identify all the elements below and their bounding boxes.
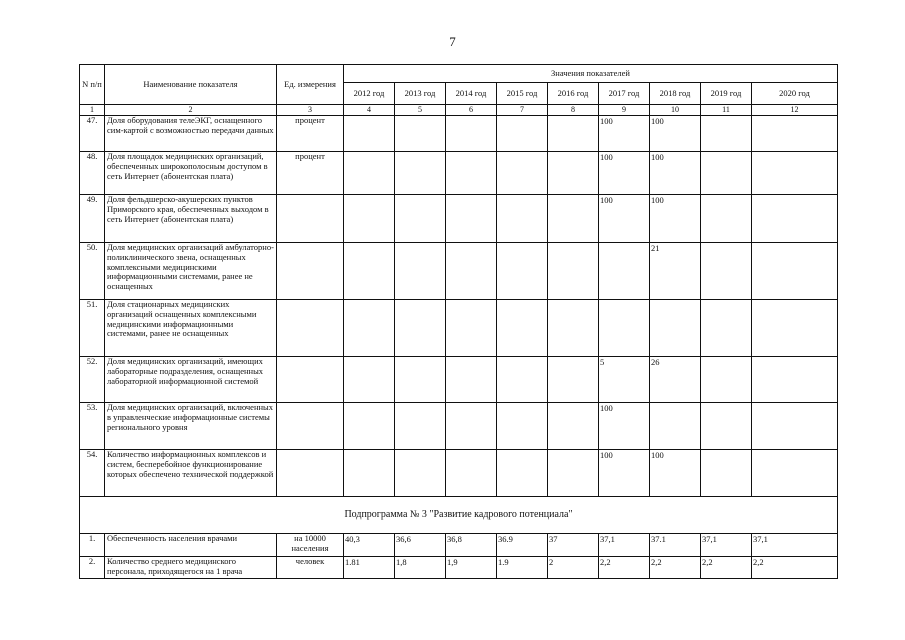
header-unit: Ед. измерения (277, 65, 344, 105)
value-cell (701, 195, 752, 243)
header-year: 2014 год (446, 83, 497, 105)
page-number: 7 (449, 34, 456, 49)
value-cell: 37.1 (650, 534, 701, 557)
value-cell (446, 450, 497, 497)
value-cell: 1.9 (497, 557, 548, 579)
value-cell: 37 (548, 534, 599, 557)
value-cell (548, 116, 599, 152)
unit-cell: на 10000 населения (277, 534, 344, 557)
value-cell: 100 (599, 116, 650, 152)
value-cell (497, 195, 548, 243)
indicators-table (79, 64, 838, 579)
value-cell (701, 450, 752, 497)
value-cell (752, 450, 838, 497)
table-row (80, 152, 838, 195)
value-cell (344, 195, 395, 243)
value-cell (548, 300, 599, 357)
value-cell: 100 (650, 152, 701, 195)
indicator-name: Доля фельдшерско-акушерских пунктов Приморского края, обеспеченных выходом в сеть Интернет (абонентская плата) (105, 195, 277, 243)
value-cell (497, 243, 548, 300)
unit-cell: процент (277, 152, 344, 195)
value-cell (344, 403, 395, 450)
value-cell (752, 243, 838, 300)
indicator-name: Количество среднего медицинского персонала, приходящегося на 1 врача (105, 557, 277, 579)
value-cell (548, 152, 599, 195)
value-cell (752, 195, 838, 243)
value-cell (344, 116, 395, 152)
column-index: 5 (395, 105, 446, 116)
value-cell: 100 (650, 116, 701, 152)
indicator-name: Количество информационных комплексов и систем, бесперебойное функционирование которых обеспечено технической поддержкой (105, 450, 277, 497)
value-cell (446, 152, 497, 195)
value-cell (446, 243, 497, 300)
value-cell (701, 403, 752, 450)
value-cell: 5 (599, 357, 650, 403)
value-cell: 36,6 (395, 534, 446, 557)
indicator-name: Доля медицинских организаций, имеющих лабораторные подразделения, оснащенных лабораторной информационной системой (105, 357, 277, 403)
value-cell: 100 (599, 195, 650, 243)
indicator-name: Доля медицинских организаций, включенных в управленческие информационные системы регионального уровня (105, 403, 277, 450)
value-cell (344, 357, 395, 403)
row-number: 47. (80, 116, 105, 152)
value-cell: 26 (650, 357, 701, 403)
value-cell (395, 195, 446, 243)
indicator-name: Доля площадок медицинских организаций, обеспеченных широкополосным доступом в сеть Интернет (абонентская плата) (105, 152, 277, 195)
column-index: 12 (752, 105, 838, 116)
value-cell (395, 450, 446, 497)
value-cell: 2,2 (650, 557, 701, 579)
value-cell: 37,1 (701, 534, 752, 557)
value-cell: 36.9 (497, 534, 548, 557)
unit-cell (277, 450, 344, 497)
value-cell (344, 152, 395, 195)
header-year: 2012 год (344, 83, 395, 105)
value-cell: 100 (599, 450, 650, 497)
row-number: 54. (80, 450, 105, 497)
row-number: 1. (80, 534, 105, 557)
value-cell: 2,2 (701, 557, 752, 579)
value-cell: 37,1 (752, 534, 838, 557)
value-cell (497, 300, 548, 357)
value-cell (701, 152, 752, 195)
value-cell (752, 152, 838, 195)
value-cell (446, 357, 497, 403)
column-index: 6 (446, 105, 497, 116)
table-row (80, 557, 838, 579)
unit-cell (277, 403, 344, 450)
unit-cell (277, 243, 344, 300)
header-name: Наименование показателя (105, 65, 277, 105)
value-cell: 37,1 (599, 534, 650, 557)
unit-cell: человек (277, 557, 344, 579)
value-cell (497, 152, 548, 195)
value-cell (446, 300, 497, 357)
subprogram-title: Подпрограмма № 3 "Развитие кадрового потенциала" (80, 497, 838, 534)
value-cell: 1,8 (395, 557, 446, 579)
header-year: 2019 год (701, 83, 752, 105)
value-cell (701, 243, 752, 300)
value-cell (395, 403, 446, 450)
value-cell (701, 357, 752, 403)
value-cell: 1,9 (446, 557, 497, 579)
value-cell (752, 357, 838, 403)
table-row (80, 450, 838, 497)
value-cell: 40,3 (344, 534, 395, 557)
header-year: 2015 год (497, 83, 548, 105)
value-cell (395, 152, 446, 195)
unit-cell (277, 195, 344, 243)
unit-cell (277, 300, 344, 357)
value-cell: 100 (599, 152, 650, 195)
header-num: N п/п (80, 65, 105, 105)
value-cell (752, 116, 838, 152)
column-index: 7 (497, 105, 548, 116)
column-index: 10 (650, 105, 701, 116)
unit-cell: процент (277, 116, 344, 152)
value-cell: 1.81 (344, 557, 395, 579)
value-cell (446, 195, 497, 243)
value-cell: 2 (548, 557, 599, 579)
row-number: 48. (80, 152, 105, 195)
value-cell (548, 243, 599, 300)
value-cell (548, 195, 599, 243)
table-row (80, 357, 838, 403)
value-cell (446, 116, 497, 152)
indicator-name: Доля медицинских организаций амбулаторно-поликлинического звена, оснащенных комплексными медицинскими информационными системами, ранее не оснащенных (105, 243, 277, 300)
value-cell: 2,2 (752, 557, 838, 579)
header-year: 2013 год (395, 83, 446, 105)
column-index: 9 (599, 105, 650, 116)
value-cell (344, 243, 395, 300)
value-cell (701, 116, 752, 152)
value-cell (446, 403, 497, 450)
column-index: 4 (344, 105, 395, 116)
column-index: 8 (548, 105, 599, 116)
value-cell (497, 450, 548, 497)
value-cell (548, 450, 599, 497)
value-cell (395, 300, 446, 357)
column-index: 3 (277, 105, 344, 116)
value-cell (599, 300, 650, 357)
value-cell: 2,2 (599, 557, 650, 579)
header-year: 2020 год (752, 83, 838, 105)
value-cell (701, 300, 752, 357)
value-cell: 36,8 (446, 534, 497, 557)
value-cell (650, 403, 701, 450)
value-cell (650, 300, 701, 357)
unit-cell (277, 357, 344, 403)
value-cell: 21 (650, 243, 701, 300)
indicator-name: Доля оборудования телеЭКГ, оснащенного сим-картой с возможностью передачи данных (105, 116, 277, 152)
header-year: 2018 год (650, 83, 701, 105)
value-cell (497, 116, 548, 152)
table-row (80, 243, 838, 300)
row-number: 53. (80, 403, 105, 450)
row-number: 52. (80, 357, 105, 403)
value-cell (599, 243, 650, 300)
indicator-name: Доля стационарных медицинских организаций оснащенных комплексными медицинскими информационными системами, ранее не оснащенных (105, 300, 277, 357)
header-year: 2017 год (599, 83, 650, 105)
column-index: 1 (80, 105, 105, 116)
row-number: 51. (80, 300, 105, 357)
table-row (80, 300, 838, 357)
table-row (80, 403, 838, 450)
value-cell (548, 357, 599, 403)
value-cell (752, 300, 838, 357)
table-row (80, 534, 838, 557)
header-values: Значения показателей (344, 65, 838, 83)
column-index: 11 (701, 105, 752, 116)
value-cell (395, 116, 446, 152)
row-number: 2. (80, 557, 105, 579)
value-cell (752, 403, 838, 450)
value-cell (497, 357, 548, 403)
indicator-name: Обеспеченность населения врачами (105, 534, 277, 557)
subprogram-row (80, 497, 838, 534)
value-cell (497, 403, 548, 450)
table-row (80, 195, 838, 243)
value-cell (395, 243, 446, 300)
value-cell: 100 (650, 195, 701, 243)
table-row (80, 116, 838, 152)
value-cell: 100 (650, 450, 701, 497)
value-cell: 100 (599, 403, 650, 450)
row-number: 50. (80, 243, 105, 300)
column-index: 2 (105, 105, 277, 116)
value-cell (344, 450, 395, 497)
value-cell (548, 403, 599, 450)
header-year: 2016 год (548, 83, 599, 105)
value-cell (344, 300, 395, 357)
value-cell (395, 357, 446, 403)
row-number: 49. (80, 195, 105, 243)
